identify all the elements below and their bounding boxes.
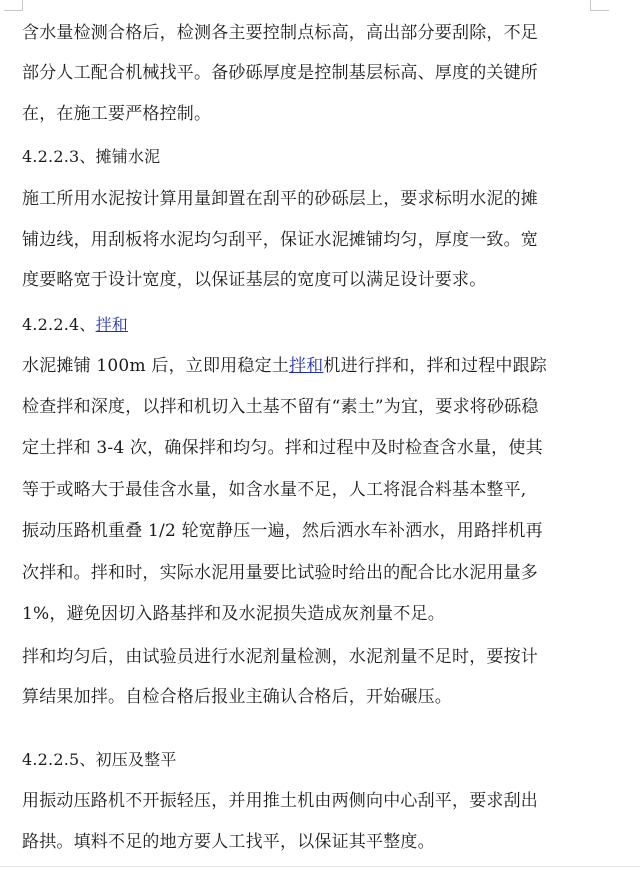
- heading-link-banhe[interactable]: 拌和: [95, 315, 128, 334]
- page-corner-mark-left: [4, 0, 23, 11]
- body-text-line: 铺边线，用刮板将水泥均匀刮平，保证水泥摊铺均匀，厚度一致。宽: [22, 230, 538, 250]
- body-text-line: 拌和均匀后，由试验员进行水泥剂量检测，水泥剂量不足时，要按计: [22, 647, 538, 667]
- body-text-line: [22, 355, 622, 377]
- page-bottom-divider: [0, 866, 640, 867]
- body-text-line: 定土拌和 3-4 次，确保拌和均匀。拌和过程中及时检查含水量，使其: [22, 438, 543, 458]
- body-text-line: 部分人工配合机械找平。备砂砾厚度是控制基层标高、厚度的关键所: [22, 63, 538, 83]
- body-text-line: 施工所用水泥按计算用量卸置在刮平的砂砾层上，要求标明水泥的摊: [22, 189, 538, 209]
- text-segment: 机进行拌和，拌和过程中跟踪: [323, 356, 547, 376]
- body-text-line: 在，在施工要严格控制。: [22, 104, 212, 124]
- section-heading-4-2-2-4: [22, 314, 622, 336]
- text-segment: 水泥摊铺 100m 后，立即用稳定土: [22, 356, 289, 376]
- inline-link-banhe[interactable]: 拌和: [288, 356, 324, 376]
- section-heading-4-2-2-5: 4.2.2.5、初压及整平: [22, 750, 177, 769]
- body-text-line: 检查拌和深度，以拌和机切入土基不留有“素土”为宜，要求将砂砾稳: [22, 397, 539, 417]
- body-text-line: 等于或略大于最佳含水量，如含水量不足，人工将混合料基本整平,: [22, 480, 527, 500]
- body-text-line: 算结果加拌。自检合格后报业主确认合格后，开始碾压。: [22, 687, 452, 707]
- body-text-line: 含水量检测合格后，检测各主要控制点标高，高出部分要刮除，不足: [22, 23, 538, 43]
- body-text-line: 路拱。填料不足的地方要人工找平，以保证其平整度。: [22, 832, 435, 852]
- body-text-line: 次拌和。拌和时，实际水泥用量要比试验时给出的配合比水泥用量多: [22, 563, 538, 583]
- section-heading-4-2-2-3: 4.2.2.3、摊铺水泥: [22, 147, 161, 166]
- section-number: 4.2.2.4、: [22, 315, 96, 334]
- body-text-line: 用振动压路机不开振轻压，并用推土机由两侧向中心刮平，要求刮出: [22, 791, 538, 811]
- body-text-line: 度要略宽于设计宽度，以保证基层的宽度可以满足设计要求。: [22, 270, 487, 290]
- page-corner-mark-right: [590, 0, 609, 11]
- body-text-line: 振动压路机重叠 1/2 轮宽静压一遍，然后洒水车补洒水，用路拌机再: [22, 521, 543, 541]
- body-text-line: 1%，避免因切入路基拌和及水泥损失造成灰剂量不足。: [22, 604, 445, 624]
